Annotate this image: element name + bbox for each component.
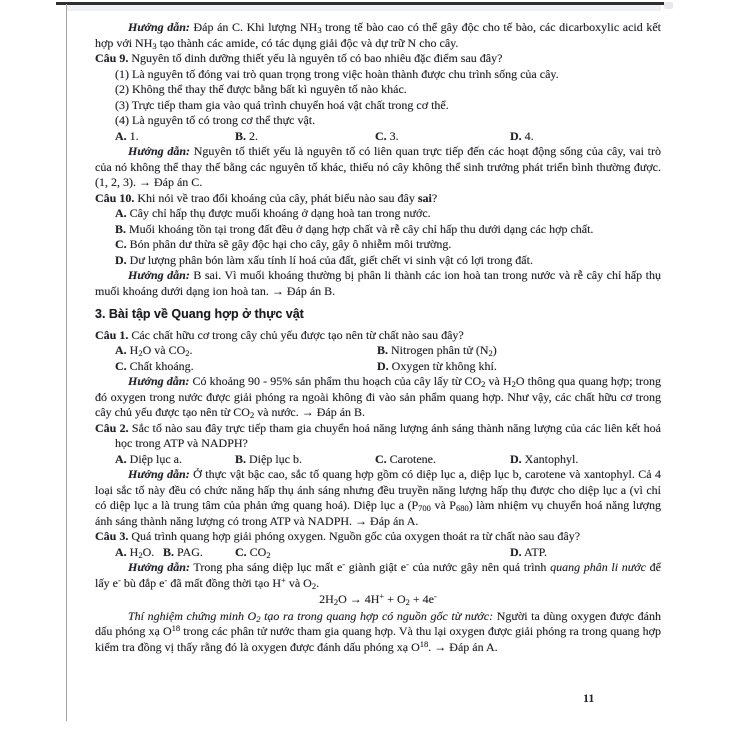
- question: [95, 191, 661, 207]
- text-run: D.: [115, 252, 127, 267]
- text-run: .: [316, 575, 320, 590]
- text-flow: [95, 20, 661, 655]
- text-run: CO: [246, 544, 267, 559]
- answer-option: [95, 222, 661, 238]
- guidance-paragraph: [95, 20, 661, 51]
- text-run: 18: [171, 623, 181, 633]
- text-run: B.: [115, 221, 127, 236]
- statement-item: [95, 67, 661, 83]
- text-run: 3. Bài tập về Quang hợp ở thực vật: [95, 307, 304, 321]
- text-run: (3) Trực tiếp tham gia vào quá trình chuyển hoá vật chất trong cơ thể.: [115, 97, 449, 112]
- guidance-paragraph: [95, 560, 661, 591]
- answer-option: [115, 452, 235, 468]
- text-run: 2: [256, 613, 261, 624]
- guidance-paragraph: [95, 268, 661, 299]
- answer-option: [115, 129, 235, 145]
- text-run: Diệp lục a.: [126, 451, 182, 466]
- text-run: để lấy e: [95, 560, 662, 590]
- text-run: 2: [405, 597, 410, 607]
- text-run: 2H: [319, 592, 334, 606]
- text-run: H: [126, 343, 139, 357]
- text-run: Bón phân dư thừa sẽ gây độc hại cho cây, gây ô nhiễm môi trường.: [126, 237, 452, 251]
- text-run: -: [164, 574, 168, 585]
- text-run: B.: [163, 544, 175, 559]
- answer-option-row: [95, 359, 661, 375]
- text-run: B.: [235, 128, 247, 143]
- text-run: C.: [115, 358, 127, 373]
- answer-option: [115, 359, 377, 375]
- text-run: ATP.: [521, 544, 548, 559]
- text-run: và O: [285, 575, 312, 590]
- text-run: (4) Là nguyên tố có trong cơ thể thực vật.: [115, 113, 316, 127]
- text-run: Sắc tố nào sau đây trực tiếp tham gia chuyển hoá năng lượng ánh sáng thành năng lượng của các liên kết hoá học trong ATP và NADPH?: [115, 420, 661, 450]
- text-run: Hướng dẫn:: [128, 374, 190, 388]
- text-run: Hướng dẫn:: [128, 467, 190, 481]
- text-run: trong tế bào cao có thể gây độc cho tế bào, các dicarboxylic acid kết hợp với NH: [95, 20, 661, 50]
- question: [95, 328, 661, 344]
- answer-option: [235, 452, 375, 468]
- answer-option-row: [95, 129, 661, 145]
- text-run: Carotene.: [386, 451, 436, 466]
- text-run: B.: [377, 343, 389, 357]
- text-run: Câu 9.: [95, 51, 129, 65]
- answer-option: [377, 359, 497, 375]
- question: [95, 421, 661, 452]
- text-run: và H: [485, 374, 512, 388]
- text-run: C.: [115, 237, 127, 251]
- text-run: -: [406, 559, 409, 569]
- answer-option: [375, 129, 510, 145]
- text-run: 2: [249, 410, 255, 420]
- text-run: Khi nói về trao đổi khoáng của cây, phát biểu nào sau đây: [134, 190, 418, 205]
- text-run: của nước gây nên quá trình: [408, 560, 551, 574]
- text-run: O thông qua quang hợp; trong đó oxygen trong nước được giải phóng ra ngoài không đi vào sản phẩm quang hợp. Như vậy, các chất hữu cơ trong cây chủ yếu được tạo nên từ CO: [95, 374, 661, 419]
- text-run: 2: [185, 348, 190, 358]
- text-run: tạo ra trong quang hợp có nguồn gốc từ nước:: [260, 608, 494, 623]
- text-run: Thí nghiệm chứng minh O: [128, 608, 257, 623]
- text-run: quang phân li nước: [550, 560, 647, 574]
- text-run: 680: [455, 503, 469, 513]
- text-run: B.: [235, 451, 247, 466]
- text-run: 2: [481, 379, 486, 389]
- text-run: tạo thành các amide, có tác dụng giải độc và dự trữ N cho cây.: [156, 35, 459, 50]
- text-run: D.: [377, 358, 389, 373]
- text-run: Hướng dẫn:: [128, 20, 190, 34]
- text-run: giành giật e: [345, 560, 407, 574]
- text-run: Hướng dẫn:: [128, 560, 190, 574]
- text-run: D.: [510, 451, 522, 466]
- text-run: Dư lượng phân bón làm xấu tính lí hoá của đất, giết chết vi sinh vật có lợi trong đất.: [126, 252, 533, 267]
- guidance-paragraph: [95, 467, 661, 529]
- answer-option: [95, 237, 661, 253]
- document-page: [67, 0, 671, 731]
- answer-option: [375, 452, 510, 468]
- section-heading: [95, 307, 661, 323]
- statement-item: [95, 82, 661, 98]
- text-run: 2: [138, 348, 143, 358]
- text-run: 2: [488, 348, 493, 358]
- answer-option: [510, 545, 547, 561]
- text-run: (1) Là nguyên tố đóng vai trò quan trọng trong việc hoàn thành được chu trình sống của cây.: [115, 66, 559, 81]
- answer-option-row: [95, 343, 661, 359]
- text-run: ) làm nhiệm vụ chuyển hoá năng lượng ánh sáng thành năng lượng có trong ATP và NADPH. → Đáp án A.: [95, 498, 661, 528]
- text-run: Nguyên tố dinh dưỡng thiết yếu là nguyên tố có bao nhiêu đặc điểm sau đây?: [128, 51, 503, 65]
- text-run: 3.: [386, 128, 399, 143]
- text-run: Cây chỉ hấp thụ được muối khoáng ở dạng hoà tan trong nước.: [126, 206, 431, 220]
- answer-option: [235, 129, 375, 145]
- answer-option: [377, 343, 497, 359]
- statement-item: [95, 113, 661, 129]
- text-run: Các chất hữu cơ trong cây chủ yếu được tạo nên từ chất nào sau đây?: [128, 327, 464, 342]
- text-run: + O: [384, 592, 406, 606]
- text-run: Trong pha sáng diệp lục mất e: [189, 560, 343, 574]
- text-run: -: [118, 574, 121, 585]
- question: [95, 529, 661, 545]
- text-run: .: [189, 343, 193, 357]
- answer-option: [235, 545, 510, 561]
- text-run: . → Đáp án A.: [428, 639, 498, 654]
- answer-option: [95, 206, 661, 222]
- text-run: Nguyên tố thiết yếu là nguyên tố có liên quan trực tiếp đến các hoạt động sống của cây, vai trò của nó không thể thay thế bằng các nguyên tố khác, thiếu nó cây không thể sinh trưởng phát triển bình thường được. (1, 2, 3). → Đáp án C.: [95, 144, 661, 189]
- text-run: trong các phân tử nước tham gia quang hợp. Và thu lại oxygen được giải phóng ra trong quang hợp kiểm tra đồng vị thấy rằng đó là oxygen được đánh dấu phóng xạ O: [95, 624, 661, 654]
- text-run: Diệp lục b.: [246, 451, 303, 466]
- text-run: C.: [375, 128, 387, 143]
- text-run: 1.: [126, 128, 139, 143]
- answer-option-row: [95, 452, 661, 468]
- text-run: 2: [138, 549, 143, 560]
- guidance-paragraph: [95, 609, 661, 656]
- guidance-paragraph: [95, 144, 661, 191]
- text-run: và nước. → Đáp án B.: [254, 405, 366, 419]
- text-run: Muối khoáng tồn tại trong đất đều ở dạng hợp chất và rễ cây chỉ hấp thu dưới dạng các hợp chất.: [126, 221, 594, 236]
- text-run: 3: [317, 25, 322, 35]
- text-run: Quá trình quang hợp giải phóng oxygen. Nguồn gốc của oxygen thoát ra từ chất nào sau đây?: [128, 529, 581, 543]
- text-run: D.: [510, 128, 522, 143]
- text-run: Người ta dùng oxygen được đánh dấu phóng xạ O: [95, 608, 662, 638]
- text-run: C.: [235, 544, 247, 559]
- text-run: -: [434, 591, 437, 601]
- answer-option: [163, 545, 235, 561]
- text-run: Câu 10.: [95, 190, 135, 205]
- text-run: 4.: [521, 128, 534, 143]
- text-run: Nitrogen phân tử (N: [388, 343, 489, 357]
- text-run: 2: [266, 549, 271, 560]
- text-run: A.: [115, 544, 127, 559]
- text-run: -: [342, 559, 346, 569]
- text-run: Có khoảng 90 - 95% sản phẩm thu hoạch của cây lấy từ CO: [189, 374, 482, 388]
- text-run: Ở thực vật bậc cao, sắc tố quang hợp gồm có diệp lục a, diệp lục b, carotene và xantophyl. Cả 4 loại sắc tố này đều có chức năng hấp thụ ánh sáng nhưng đều truyền năng lượng hấp thụ được cho diệp lục a (vì chỉ có diệp lục a là trung tâm của phản ứng quang hoá). Diệp lục a (P: [95, 467, 661, 512]
- answer-option: [95, 253, 661, 269]
- text-run: A.: [115, 451, 127, 466]
- text-run: sai: [417, 190, 432, 205]
- text-run: PAG.: [174, 544, 203, 559]
- text-run: bù đắp e: [120, 575, 165, 590]
- text-run: Câu 1.: [95, 327, 129, 342]
- text-run: 3: [152, 40, 157, 51]
- text-run: A.: [115, 128, 127, 143]
- text-run: A.: [115, 206, 127, 220]
- text-run: Hướng dẫn:: [128, 144, 191, 158]
- text-run: C.: [375, 451, 387, 466]
- text-run: ): [492, 343, 497, 357]
- text-run: +: [379, 591, 385, 601]
- guidance-paragraph: [95, 374, 661, 421]
- text-run: Oxygen từ không khí.: [388, 358, 497, 373]
- page-number: 11: [583, 691, 595, 705]
- text-run: O.: [142, 544, 155, 559]
- text-run: H: [126, 544, 139, 559]
- text-run: + 4e: [409, 592, 434, 606]
- text-run: 18: [419, 638, 429, 649]
- text-run: Xantophyl.: [521, 451, 579, 466]
- text-run: 2.: [246, 128, 259, 143]
- text-run: và P: [430, 498, 456, 512]
- answer-option: [510, 129, 534, 145]
- text-run: Chất khoáng.: [126, 358, 194, 373]
- text-run: 2: [333, 597, 339, 607]
- text-run: Câu 3.: [95, 529, 129, 543]
- text-run: +: [281, 574, 286, 585]
- text-run: 2: [511, 379, 516, 389]
- text-run: 700: [418, 503, 431, 513]
- answer-option-row: [95, 545, 661, 561]
- text-run: A.: [115, 343, 127, 357]
- text-run: O → 4H: [338, 592, 380, 606]
- answer-option: [115, 545, 163, 561]
- answer-option: [510, 452, 578, 468]
- text-run: Câu 2.: [95, 420, 129, 435]
- text-run: D.: [510, 544, 522, 559]
- statement-item: [95, 98, 661, 114]
- text-run: B sai. Vì muối khoáng thường bị phân li thành các ion hoà tan trong nước và rễ cây chỉ hấp thụ muối khoáng dưới dạng ion hoà tan. → Đáp án B.: [95, 268, 661, 298]
- text-run: O và CO: [142, 343, 186, 357]
- text-run: đã mất đồng thời tạo H: [167, 575, 282, 590]
- text-run: (2) Không thể thay thế được bằng bất kì nguyên tố nào khác.: [115, 82, 407, 96]
- answer-option: [115, 343, 377, 359]
- chemical-equation: [95, 592, 661, 608]
- text-run: Hướng dẫn:: [128, 268, 190, 282]
- text-run: ?: [431, 190, 438, 205]
- text-run: Đáp án C. Khi lượng NH: [189, 20, 318, 34]
- text-run: 2: [311, 580, 317, 591]
- question: [95, 51, 661, 67]
